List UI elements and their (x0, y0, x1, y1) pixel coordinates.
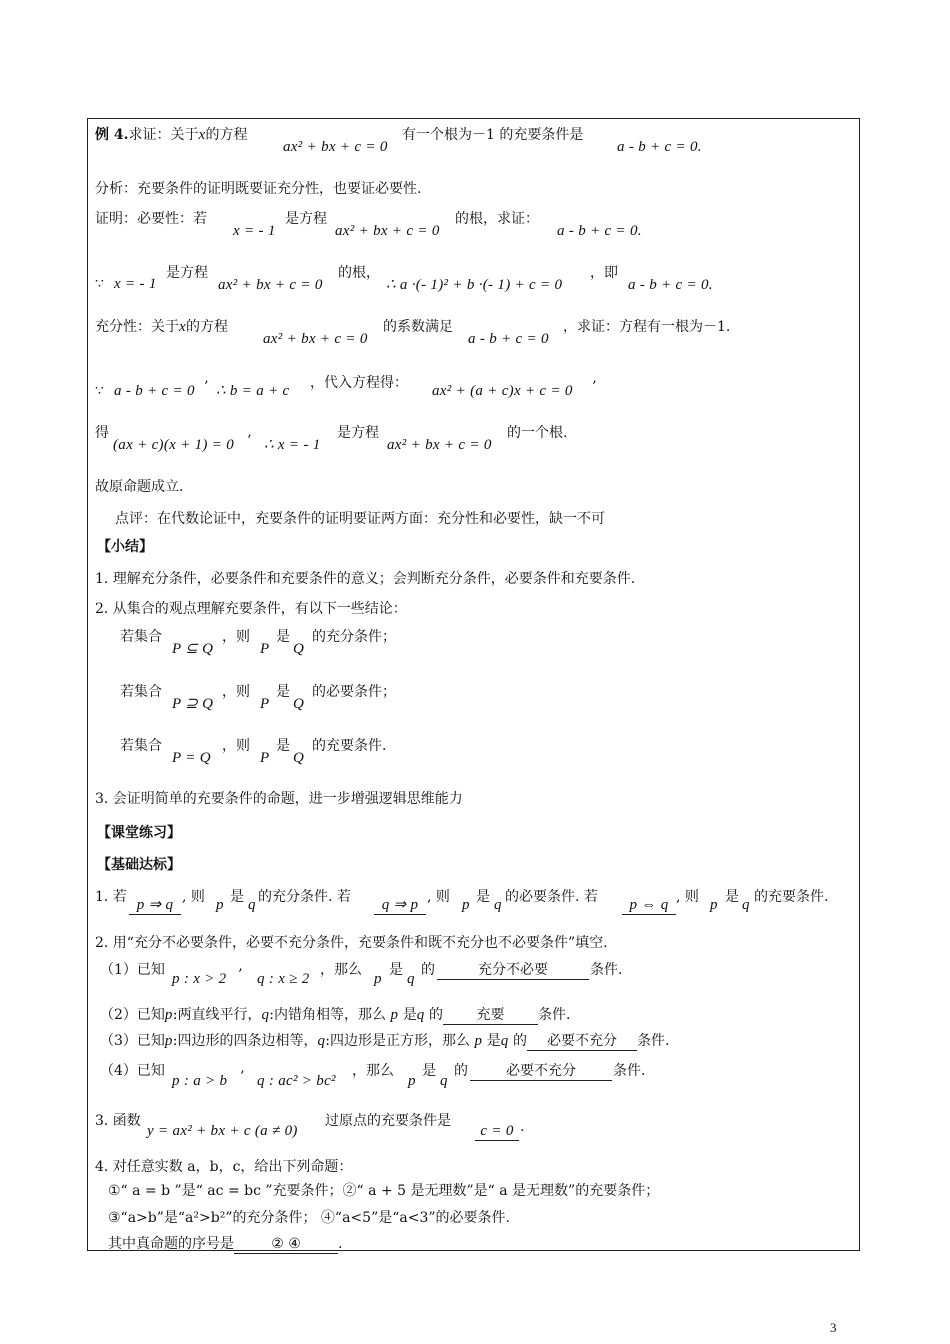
q2-s4-intro: （4）已知 (100, 1063, 165, 1079)
sufficiency-coeff: 的系数满足 (383, 319, 453, 335)
set-rule-2: 若集合 (120, 684, 162, 700)
sufficiency-condition: a - b + c = 0 (468, 331, 549, 347)
q1-is-2: 是 (476, 889, 490, 905)
q2-s4-answer: 必要不充分 (470, 1062, 612, 1081)
comment-line: 点评：在代数论证中，充要条件的证明要证两方面：充分性和必要性，缺一不可 (115, 511, 605, 527)
set-rule-2-p: P (260, 696, 270, 712)
set-rule-1-is: 是 (276, 629, 290, 645)
q1-text-3: 的充要条件. (754, 889, 829, 905)
set-rule-1: 若集合 (120, 629, 162, 645)
set-rule-3-q: Q (293, 750, 305, 766)
q1-answer-1: p ⇒ q (129, 896, 181, 915)
necessity-intro: 证明：必要性：若 (95, 211, 207, 227)
q1-q-1: q (248, 897, 256, 913)
factor-root: ∴ x = - 1 (264, 437, 321, 453)
q1-p-1: p (216, 897, 224, 913)
sufficiency-because: ∵ (95, 383, 104, 399)
q1-text-1: 的充分条件. 若 (258, 889, 351, 905)
necessity-that-is: ，即 (590, 265, 618, 281)
factor-sep: ’ (247, 433, 252, 449)
set-rule-3-is: 是 (276, 738, 290, 754)
set-rule-1-rel: P ⊆ Q (172, 641, 214, 657)
necessity-x-given: x = - 1 (114, 276, 157, 292)
set-rule-2-is: 是 (276, 684, 290, 700)
set-rule-3-then: ，则 (222, 738, 250, 754)
q2-s4-of: 的 (454, 1063, 468, 1079)
necessity-is-root-of: 是方程 (285, 211, 327, 227)
practice-heading: 【课堂练习】 (97, 825, 181, 841)
q3-period: . (520, 1119, 525, 1135)
q1-is-3: 是 (725, 889, 739, 905)
sufficiency-given: a - b + c = 0 (114, 383, 195, 399)
q3-answer: c = 0 (475, 1122, 519, 1141)
set-rule-1-tail: 的充分条件； (312, 629, 396, 645)
q1-then-3: , 则 (676, 889, 699, 905)
q2-s1-q-var: q (407, 971, 415, 987)
page-number: 3 (830, 1320, 837, 1335)
set-rule-2-q: Q (293, 696, 305, 712)
set-rule-2-tail: 的必要条件； (312, 684, 396, 700)
q1-text-2: 的必要条件. 若 (505, 889, 598, 905)
summary-heading: 【小结】 (97, 539, 153, 555)
necessity-goal: a - b + c = 0. (557, 223, 642, 239)
set-rule-1-q: Q (293, 641, 305, 657)
q2-s4-q-var: q (440, 1073, 448, 1089)
q1-start: 1. 若 (95, 889, 127, 905)
sufficiency-b-value: ∴ b = a + c (216, 383, 290, 399)
q2-s1-of: 的 (421, 962, 435, 978)
necessity-root-text: 的根， (338, 265, 380, 281)
set-rule-3-p: P (260, 750, 270, 766)
factor-equation: ax² + bx + c = 0 (387, 437, 492, 453)
analysis-line: 分析：充要条件的证明既要证充分性，也要证必要性. (95, 181, 422, 197)
sufficiency-intro: 充分性：关于x的方程 (95, 319, 228, 335)
q4-line-3: 其中真命题的序号是 ② ④ . (108, 1236, 343, 1252)
q1-is-1: 是 (230, 889, 244, 905)
q2-s1-p-var: p (374, 971, 382, 987)
necessity-because: ∵ (95, 276, 104, 292)
set-rule-1-then: ，则 (222, 629, 250, 645)
q2-s1-then: ，那么 (320, 962, 362, 978)
sufficiency-substitute: ，代入方程得： (310, 375, 408, 391)
q3-function: y = ax² + bx + c (a ≠ 0) (147, 1123, 298, 1139)
q1-then-1: , 则 (182, 889, 205, 905)
example4-statement: 例 4.求证：关于x的方程 (95, 127, 248, 143)
sufficiency-equation: ax² + bx + c = 0 (263, 331, 368, 347)
q2-s1-sep: ’ (238, 967, 243, 983)
sufficiency-goal: ，求证：方程有一根为－1. (563, 319, 731, 335)
example4-equation: ax² + bx + c = 0 (283, 139, 388, 155)
necessity-substitution: ∴ a ·(- 1)² + b ·(- 1) + c = 0 (386, 277, 563, 293)
summary-item-1: 1. 理解充分条件，必要条件和充要条件的意义；会判断充分条件，必要条件和充要条件. (95, 571, 636, 587)
necessity-is-root: 是方程 (166, 265, 208, 281)
q4-line-1: ①“ a = b ”是“ ac = bc ”充要条件；②“ a + 5 是无理数”是“ a 是无理数”的充要条件； (108, 1183, 660, 1199)
summary-item-2: 2. 从集合的观点理解充要条件，有以下一些结论： (95, 601, 407, 617)
q2-s4-p-var: p (408, 1073, 416, 1089)
summary-item-3: 3. 会证明简单的充要条件的命题，进一步增强逻辑思维能力 (95, 791, 463, 807)
q2-s4-q: q : ac² > bc² (257, 1073, 336, 1089)
q2-s1-answer: 充分不必要 (437, 961, 589, 980)
set-rule-2-rel: P ⊇ Q (172, 696, 214, 712)
sufficiency-sep: ’ (204, 379, 209, 395)
necessity-x-value: x = - 1 (233, 223, 276, 239)
set-rule-3: 若集合 (120, 738, 162, 754)
q1-p-2: p (462, 897, 470, 913)
set-rule-3-rel: P = Q (172, 750, 211, 766)
conclusion-line: 故原命题成立. (95, 479, 184, 495)
q4-line-2: ③“a>b”是“a²>b²”的充分条件； ④“a<5”是“a<3”的必要条件. (108, 1210, 510, 1226)
sufficiency-sep-2: ’ (592, 379, 597, 395)
q2-s1-is: 是 (389, 962, 403, 978)
factored-equation: (ax + c)(x + 1) = 0 (113, 437, 235, 453)
q2-s4-tail: 条件. (613, 1063, 646, 1079)
q1-p-3: p (710, 897, 718, 913)
q1-answer-2: q ⇒ p (374, 896, 426, 915)
q3-text: 过原点的充要条件是 (325, 1113, 451, 1129)
factor-conclusion: 的一个根. (507, 425, 568, 441)
q2-s4-sep: ’ (240, 1069, 245, 1085)
q2-s1-p: p : x > 2 (172, 971, 227, 987)
necessity-equation: ax² + bx + c = 0 (335, 223, 440, 239)
set-rule-1-p: P (260, 641, 270, 657)
q2-stem: 2. 用“充分不必要条件，必要不充分条件，充要条件和既不充分也不必要条件”填空. (95, 935, 608, 951)
basic-heading: 【基础达标】 (97, 857, 181, 873)
factor-is-root: 是方程 (337, 425, 379, 441)
set-rule-3-tail: 的充要条件. (312, 738, 387, 754)
sufficiency-new-equation: ax² + (a + c)x + c = 0 (432, 383, 573, 399)
necessity-equation-2: ax² + bx + c = 0 (218, 277, 323, 293)
q4-stem: 4. 对任意实数 a，b，c，给出下列命题： (95, 1159, 353, 1175)
q2-s1-intro: （1）已知 (100, 962, 165, 978)
q2-s4-then: ，那么 (352, 1063, 394, 1079)
example4-statement-tail: 有一个根为－1 的充要条件是 (402, 127, 584, 143)
q2-s4-is: 是 (422, 1063, 436, 1079)
necessity-result: a - b + c = 0. (628, 277, 713, 293)
q2-s1-tail: 条件. (590, 962, 623, 978)
q1-answer-3: p ⇔ q (622, 896, 676, 915)
q2-s3-line: （3）已知p:四边形的四条边相等，q:四边形是正方形，那么 p 是q 的 必要不充分 条件. (100, 1033, 670, 1049)
q1-q-3: q (742, 897, 750, 913)
q3-start: 3. 函数 (95, 1113, 141, 1129)
q2-s2-line: （2）已知p:两直线平行，q:内错角相等，那么 p 是q 的 充要 条件. (100, 1007, 571, 1023)
q2-s1-q: q : x ≥ 2 (257, 971, 310, 987)
q1-then-2: , 则 (427, 889, 450, 905)
q2-s4-p: p : a > b (172, 1073, 228, 1089)
factor-intro: 得 (95, 425, 109, 441)
q1-q-2: q (494, 897, 502, 913)
example4-condition: a - b + c = 0. (617, 139, 702, 155)
set-rule-2-then: ，则 (222, 684, 250, 700)
necessity-prove: 的根，求证： (455, 211, 539, 227)
